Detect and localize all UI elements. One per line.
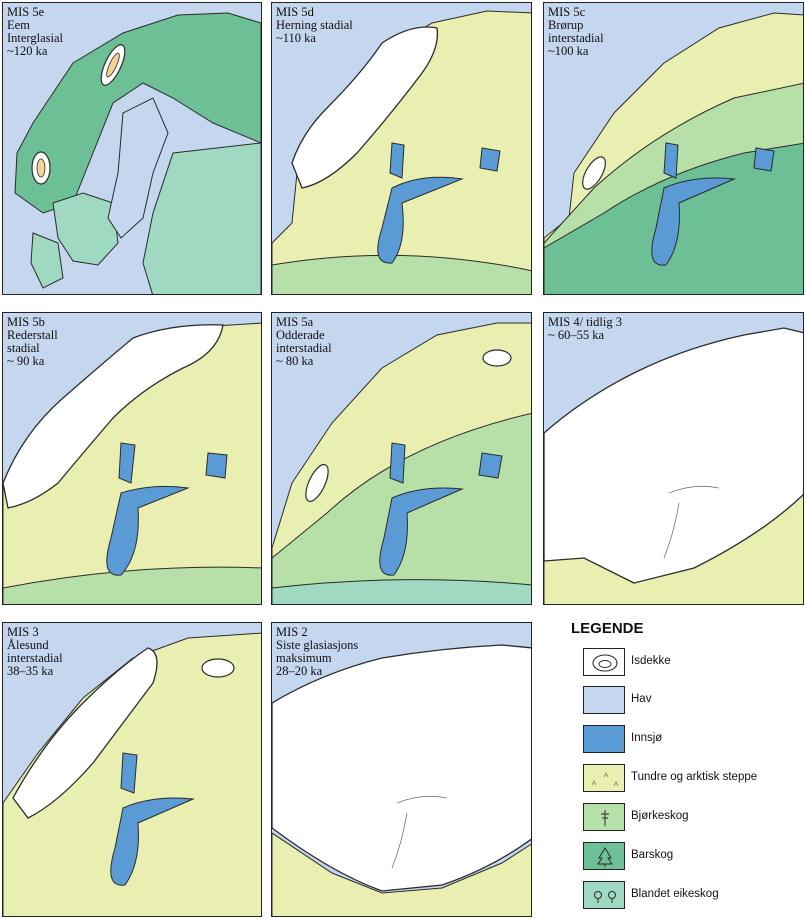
legend-label-ocean: Hav bbox=[631, 693, 652, 705]
legend-label-ice: Isdekke bbox=[631, 655, 671, 667]
panel-title-mis4: MIS 4/ tidlig 3 ~ 60–55 ka bbox=[548, 315, 622, 342]
map-panel-mis3 bbox=[2, 622, 262, 917]
legend-item-lake bbox=[583, 725, 803, 755]
map-mis5d bbox=[272, 3, 532, 295]
oak-tree-icon bbox=[583, 881, 625, 909]
legend-title: LEGENDE bbox=[571, 620, 644, 637]
legend-label-birch: Bjørkeskog bbox=[631, 810, 689, 822]
map-panel-mis5d bbox=[271, 2, 532, 295]
tundra-icon bbox=[583, 764, 625, 792]
panel-title-mis5a: MIS 5a Odderade interstadial ~ 80 ka bbox=[276, 315, 332, 368]
legend-item-conifer bbox=[583, 842, 803, 872]
birch-tree-icon bbox=[583, 803, 625, 831]
panel-title-mis2: MIS 2 Siste glasiasjons maksimum 28–20 ka bbox=[276, 625, 359, 678]
panel-title-mis3: MIS 3 Ålesund interstadial 38–35 ka bbox=[7, 625, 63, 678]
map-panel-mis5c bbox=[543, 2, 804, 295]
ice-sheet-icon bbox=[583, 648, 625, 676]
panel-title-mis5c: MIS 5c Brørup interstadial ~100 ka bbox=[548, 5, 604, 58]
legend-label-conifer: Barskog bbox=[631, 849, 674, 861]
legend-item-tundra bbox=[583, 764, 803, 794]
map-panel-mis5e bbox=[2, 2, 262, 295]
map-panel-mis4 bbox=[543, 312, 804, 605]
legend-label-oak: Blandet eikeskog bbox=[631, 888, 719, 900]
legend-label-lake: Innsjø bbox=[631, 732, 663, 744]
panel-title-mis5e: MIS 5e Eem Interglasial ~120 ka bbox=[7, 5, 63, 58]
conifer-tree-icon bbox=[583, 842, 625, 870]
map-panel-mis5a bbox=[271, 312, 532, 605]
legend-item-oak bbox=[583, 881, 803, 911]
map-mis4 bbox=[544, 313, 804, 605]
legend-item-ice bbox=[583, 648, 803, 678]
lake-icon bbox=[583, 725, 625, 753]
legend-item-birch bbox=[583, 803, 803, 833]
map-panel-mis5b bbox=[2, 312, 262, 605]
panel-title-mis5d: MIS 5d Herning stadial ~110 ka bbox=[276, 5, 353, 45]
map-panel-mis2 bbox=[271, 622, 532, 917]
sea-icon bbox=[583, 686, 625, 714]
panel-title-mis5b: MIS 5b Rederstall stadial ~ 90 ka bbox=[7, 315, 58, 368]
legend-label-tundra: Tundre og arktisk steppe bbox=[631, 771, 758, 783]
legend-item-ocean bbox=[583, 686, 803, 716]
